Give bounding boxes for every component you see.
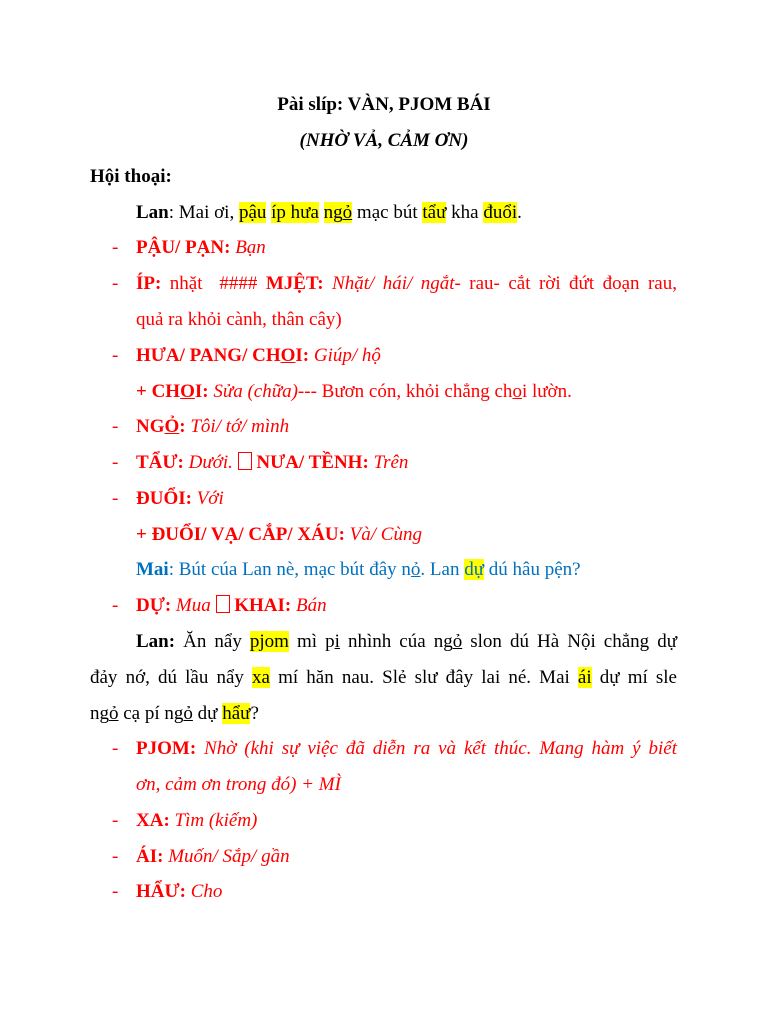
vocab-term: NƯA/ TỀNH: [251, 452, 369, 473]
bullet-dash: - [112, 488, 119, 509]
vocab-term: ÁI: [136, 846, 164, 867]
vocab-term: XA: [136, 810, 170, 831]
vocab-definition: Nhờ (khi sự việc đã diễn ra và kết thúc. Mang hàm ý biết [196, 738, 677, 759]
vocab-definition: Mua [171, 595, 216, 616]
bullet-dash: - [112, 810, 119, 831]
section-heading: Hội thoại: [90, 166, 172, 187]
vocab-definition: Bạn [230, 237, 266, 258]
text: mạc bút [352, 202, 423, 223]
bullet-dash: - [112, 595, 119, 616]
text: : Mai ơi, [168, 202, 239, 223]
dialogue-line-lan-2-end: ngỏ cạ pí ngỏ dự hẩư? [90, 703, 259, 724]
highlight-word: đuổi [483, 202, 518, 223]
highlight-word: ngỏ [323, 202, 353, 223]
dialogue-line-lan-2: Lan: Ăn nẩy pjom mì pi nhình cúa ngỏ slon dú Hà Nội chẳng dự [136, 631, 677, 652]
vocab-term: KHAI: [229, 595, 292, 616]
vocab-definition: Dưới. [183, 452, 238, 473]
vocab-term: HẨƯ: [136, 881, 186, 902]
vocab-definition: Giúp/ hộ [309, 345, 381, 366]
vocab-term: MJỆT: [265, 273, 324, 294]
vocab-note: nhặt #### [161, 273, 266, 294]
dialogue-line-lan-2-cont: đảy nớ, dú lầu nẩy xa mí hăn nau. Slẻ slư đây lai né. Mai ái dự mí sle [90, 667, 677, 688]
speaker-mai: Mai [136, 559, 169, 580]
vocab-term: HƯA/ PANG/ CHOI: [136, 345, 310, 366]
highlight-word: pậu [238, 202, 267, 223]
highlight-word: ái [577, 667, 592, 688]
vocab-continuation: ơn, cảm ơn trong đó) + MÌ [136, 774, 341, 795]
vocab-definition: Cho [185, 881, 223, 902]
bullet-dash: - [112, 738, 119, 759]
bullet-dash: - [112, 416, 119, 437]
vocab-definition: Tôi/ tớ/ mình [185, 416, 290, 437]
vocab-definition: Tìm (kiếm) [169, 810, 258, 831]
highlight-word: dự [464, 559, 485, 580]
highlight-word: pjom [249, 631, 289, 652]
highlight-word: tẩư [422, 202, 447, 223]
text: . [517, 202, 522, 223]
vocab-term: PJOM: [136, 738, 197, 759]
text: kha [446, 202, 484, 223]
vocab-definition: - rau- cắt rời đứt đoạn rau, [454, 273, 677, 294]
vocab-definition: Nhặt/ hái/ ngắt [323, 273, 455, 294]
vocab-term: TẨƯ: [136, 452, 184, 473]
bullet-dash: - [112, 452, 119, 473]
highlight-word: íp hưa [271, 202, 319, 223]
speaker-lan: Lan [136, 202, 169, 223]
vocab-subitem-duoi: + ĐUỔI/ VẠ/ CẮP/ XÁU: Và/ Cùng [136, 524, 422, 545]
speaker-lan: Lan: [136, 631, 176, 652]
lesson-subtitle: (NHỜ VẢ, CẢM ƠN) [299, 130, 469, 151]
bullet-dash: - [112, 881, 119, 902]
arrow-symbol-icon [216, 595, 230, 613]
dialogue-line-mai: Mai: Bút cúa Lan nè, mạc bút đây nỏ. Lan dự dú hâu pện? [136, 559, 581, 580]
bullet-dash: - [112, 273, 119, 294]
bullet-dash: - [112, 345, 119, 366]
vocab-term: ĐUỔI: [136, 488, 192, 509]
arrow-symbol-icon [238, 452, 252, 470]
vocab-subitem-choi: + CHOI: Sửa (chữa)--- Bươn cón, khỏi chẳng choi lườn. [136, 381, 572, 402]
dialogue-line-lan-1 [136, 201, 696, 225]
bullet-dash: - [112, 846, 119, 867]
vocab-term: ÍP: [136, 273, 162, 294]
vocab-term: PẬU/ PẠN: [136, 237, 231, 258]
vocab-definition: Trên [368, 452, 409, 473]
vocab-term: NGỎ: [136, 416, 186, 437]
vocab-definition: Muốn/ Sắp/ gần [163, 846, 290, 867]
vocab-continuation: quả ra khỏi cành, thân cây) [136, 309, 342, 330]
highlight-word: hẩư [222, 703, 251, 724]
lesson-title: Pài slíp: VÀN, PJOM BÁI [277, 94, 491, 115]
vocab-definition: Với [191, 488, 224, 509]
bullet-dash: - [112, 237, 119, 258]
vocab-term: DỰ: [136, 595, 172, 616]
vocab-definition: Bán [291, 595, 327, 616]
highlight-word: xa [252, 667, 270, 688]
